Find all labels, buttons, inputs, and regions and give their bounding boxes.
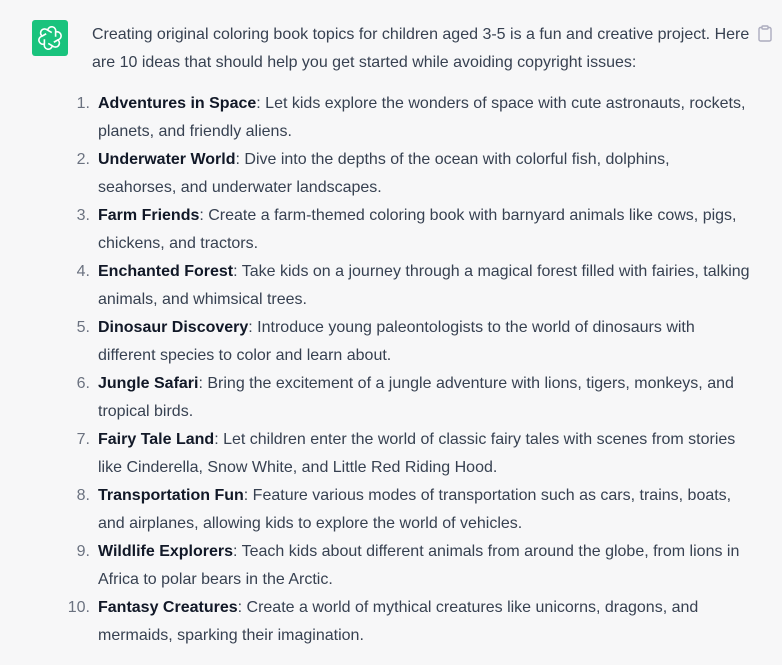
item-text: : Bring the excitement of a jungle adventure with lions, tigers, monkeys, and tropical birds.	[98, 375, 734, 420]
list-number: 10.	[67, 599, 90, 616]
list-item	[76, 146, 752, 202]
message-intro: Creating original coloring book topics for children aged 3-5 is a fun and creative project. Here are 10 ideas that should help you get started while avoiding copyright issues:	[92, 26, 750, 71]
item-title: Underwater World	[98, 151, 236, 168]
list-number: 1.	[76, 95, 90, 112]
list-number: 6.	[76, 375, 90, 392]
item-title: Fairy Tale Land	[98, 431, 215, 448]
item-text: : Let children enter the world of classic fairy tales with scenes from stories like Cinderella, Snow White, and Little Red Riding Hood.	[98, 431, 736, 476]
list-number: 8.	[76, 487, 90, 504]
item-title: Jungle Safari	[98, 375, 199, 392]
list-item	[76, 258, 752, 314]
item-title: Transportation Fun	[98, 487, 244, 504]
copy-button[interactable]	[756, 23, 774, 43]
item-text: : Introduce young paleontologists to the world of dinosaurs with different species to color and learn about.	[98, 319, 695, 364]
item-text: : Dive into the depths of the ocean with colorful fish, dolphins, seahorses, and underwater landscapes.	[98, 151, 670, 196]
list-item	[76, 314, 752, 370]
list-number: 4.	[76, 263, 90, 280]
openai-logo-icon	[38, 26, 62, 50]
list-item	[67, 594, 752, 650]
list-item	[76, 482, 752, 538]
item-text: : Create a world of mythical creatures like unicorns, dragons, and mermaids, sparking their imagination.	[98, 599, 699, 644]
item-title: Wildlife Explorers	[98, 543, 233, 560]
list-item	[76, 370, 752, 426]
item-text: : Let kids explore the wonders of space with cute astronauts, rockets, planets, and friendly aliens.	[98, 95, 746, 140]
list-item	[76, 90, 752, 146]
list-number: 5.	[76, 319, 90, 336]
list-item	[76, 426, 752, 482]
ideas-list	[67, 90, 752, 650]
item-title: Dinosaur Discovery	[98, 319, 249, 336]
item-title: Adventures in Space	[98, 95, 257, 112]
assistant-message	[67, 21, 752, 650]
list-item	[76, 538, 752, 594]
item-title: Farm Friends	[98, 207, 200, 224]
item-title: Fantasy Creatures	[98, 599, 238, 616]
list-item	[76, 202, 752, 258]
list-number: 9.	[76, 543, 90, 560]
item-text: : Take kids on a journey through a magical forest filled with fairies, talking animals, and whimsical trees.	[98, 263, 750, 308]
clipboard-icon	[758, 25, 772, 42]
item-text: : Teach kids about different animals from around the globe, from lions in Africa to polar bears in the Arctic.	[98, 543, 740, 588]
assistant-avatar	[32, 20, 68, 56]
item-text: : Create a farm-themed coloring book with barnyard animals like cows, pigs, chickens, and tractors.	[98, 207, 737, 252]
list-number: 7.	[76, 431, 90, 448]
item-text: : Feature various modes of transportation such as cars, trains, boats, and airplanes, allowing kids to explore the world of vehicles.	[98, 487, 732, 532]
list-number: 3.	[76, 207, 90, 224]
list-number: 2.	[76, 151, 90, 168]
item-title: Enchanted Forest	[98, 263, 234, 280]
